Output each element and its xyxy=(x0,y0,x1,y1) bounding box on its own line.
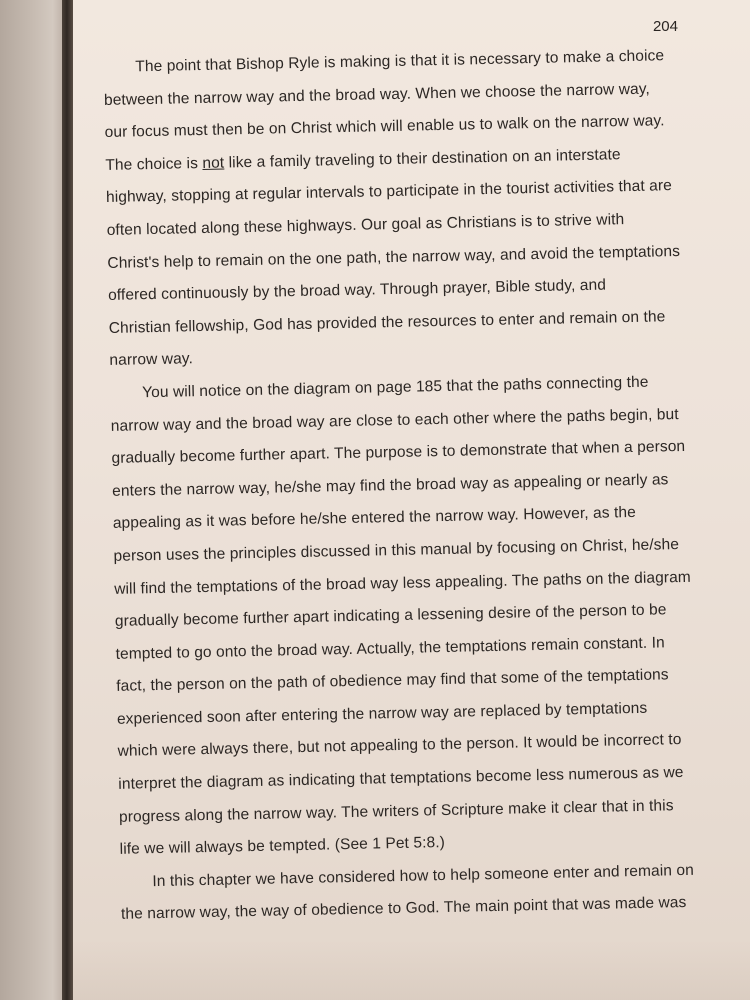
line-text: experienced soon after entering the narrow way are replaced by temptations xyxy=(116,699,648,728)
line-text: life we will always be tempted. (See 1 Pet 5:8.) xyxy=(119,834,446,859)
line-text: between the narrow way and the broad way. When we choose the narrow way, xyxy=(103,80,651,109)
line-text: appealing as it was before he/she entered the narrow way. However, as the xyxy=(112,504,637,533)
line-text: interpret the diagram as indicating that temptations become less numerous as we xyxy=(118,764,684,793)
line-text: progress along the narrow way. The writers of Scripture make it clear that in this xyxy=(118,796,674,826)
facing-page-edge xyxy=(0,0,62,1000)
line-text: In this chapter we have considered how to help someone enter and remain on xyxy=(152,861,695,890)
line-text: our focus must then be on Christ which will enable us to walk on the narrow way. xyxy=(104,112,665,142)
line-text: narrow way and the broad way are close to each other where the paths begin, but xyxy=(110,405,679,435)
line-text: which were always there, but not appealing to the person. It would be incorrect to xyxy=(117,731,682,761)
line-text: narrow way. xyxy=(109,350,194,370)
line-text: gradually become further apart indicating a lessening desire of the person to be xyxy=(114,601,667,630)
underlined-word: not xyxy=(202,154,225,172)
line-text: Christian fellowship, God has provided the resources to enter and remain on the xyxy=(108,308,666,337)
line-text: You will notice on the diagram on page 185 that the paths connecting the xyxy=(141,373,649,402)
line-text: The choice is xyxy=(105,154,203,174)
line-text: gradually become further apart. The purpose is to demonstrate that when a person xyxy=(111,438,686,468)
line-text: often located along these highways. Our goal as Christians is to strive with xyxy=(106,211,625,239)
book-spine xyxy=(62,0,73,1000)
line-text: offered continuously by the broad way. Through prayer, Bible study, and xyxy=(107,276,607,305)
line-text: The point that Bishop Ryle is making is that it is necessary to make a choice xyxy=(135,47,665,76)
line-text: will find the temptations of the broad way less appealing. The paths on the diagram xyxy=(114,568,692,598)
body-text xyxy=(103,39,733,932)
page-number: 204 xyxy=(652,18,678,35)
line-text: fact, the person on the path of obedience may find that some of the temptations xyxy=(116,666,669,696)
line-text: highway, stopping at regular intervals to participate in the tourist activities that are xyxy=(105,177,673,207)
line-text: like a family traveling to their destination on an interstate xyxy=(224,145,621,172)
line-text: enters the narrow way, he/she may find the broad way as appealing or nearly as xyxy=(112,470,669,500)
book-page xyxy=(73,0,750,1000)
line-text: Christ's help to remain on the one path, the narrow way, and avoid the temptations xyxy=(107,242,681,272)
page-shading xyxy=(73,940,750,1000)
line-text: the narrow way, the way of obedience to God. The main point that was made was xyxy=(120,894,687,924)
line-text: tempted to go onto the broad way. Actually, the temptations remain constant. In xyxy=(115,634,665,663)
line-text: person uses the principles discussed in this manual by focusing on Christ, he/she xyxy=(113,535,680,565)
